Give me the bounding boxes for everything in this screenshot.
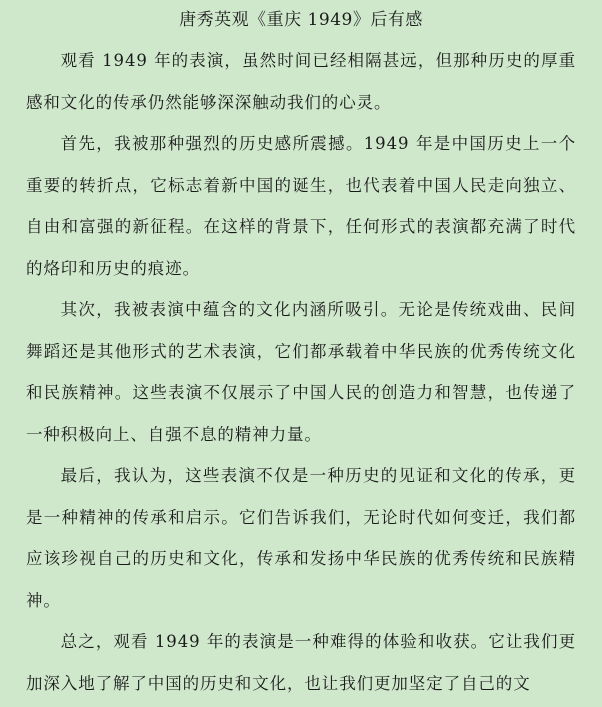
paragraph-first: 首先，我被那种强烈的历史感所震撼。1949 年是中国历史上一个重要的转折点，它标志着新中国的诞生，也代表着中国人民走向独立、自由和富强的新征程。在这样的背景下，任何形式的表演都充满了时代的烙印和历史的痕迹。 (26, 134, 576, 278)
paragraph-second: 其次，我被表演中蕴含的文化内涵所吸引。无论是传统戏曲、民间舞蹈还是其他形式的艺术表演，它们都承载着中华民族的优秀传统文化和民族精神。这些表演不仅展示了中国人民的创造力和智慧，也传递了一种积极向上、自强不息的精神力量。 (26, 300, 576, 444)
paragraph-conclusion: 总之，观看 1949 年的表演是一种难得的体验和收获。它让我们更加深入地了解了中国的历史和文化，也让我们更加坚定了自己的文 (26, 632, 576, 693)
paragraph-last: 最后，我认为，这些表演不仅是一种历史的见证和文化的传承，更是一种精神的传承和启示。它们告诉我们，无论时代如何变迁，我们都应该珍视自己的历史和文化，传承和发扬中华民族的优秀传统和民族精神。 (26, 466, 576, 610)
paragraph-intro: 观看 1949 年的表演，虽然时间已经相隔甚远，但那种历史的厚重感和文化的传承仍然能够深深触动我们的心灵。 (26, 51, 576, 112)
document-title: 唐秀英观《重庆 1949》后有感 (179, 10, 423, 30)
